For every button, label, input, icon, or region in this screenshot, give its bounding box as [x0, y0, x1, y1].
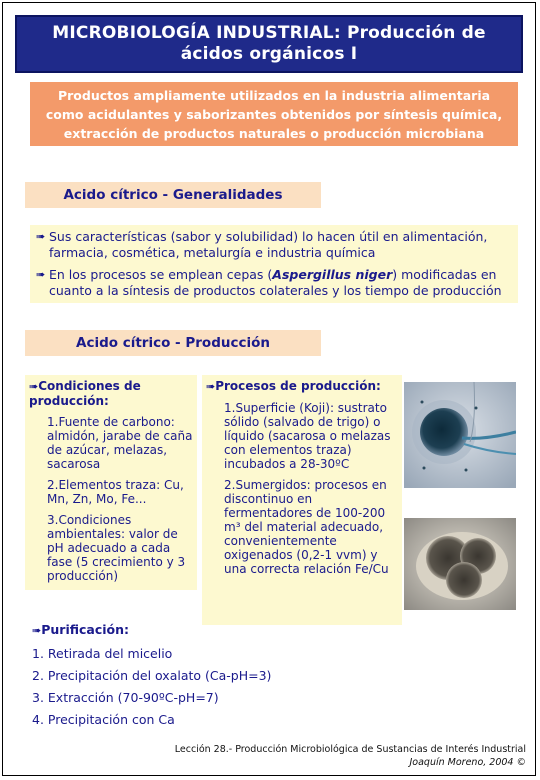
process-item: 1.Superficie (Koji): sustrato sólido (salvado de trigo) o líquido (sacarosa o melazas con elementos traza) incubados a 28-30ºC: [224, 401, 391, 471]
right-arrow-icon: ➠: [29, 380, 39, 393]
generalidades-box: [30, 225, 518, 303]
bullet-item: [36, 229, 512, 261]
intro-line-3: extracción de productos naturales o producción microbiana: [63, 126, 485, 141]
page-title: [15, 15, 523, 73]
title-line-2: ácidos orgánicos I: [180, 44, 358, 64]
intro-banner: [30, 82, 518, 146]
purification-heading: [32, 622, 271, 637]
bullet-item: [36, 267, 512, 299]
purification-step: 1. Retirada del micelio: [32, 646, 173, 661]
conditions-heading: [29, 379, 193, 408]
purification-section: [32, 622, 271, 731]
intro-line-2: como acidulantes y saborizantes obtenidos por síntesis química,: [45, 107, 503, 122]
intro-line-1: Productos ampliamente utilizados en la industria alimentaria: [57, 88, 491, 103]
title-line-1: MICROBIOLOGÍA INDUSTRIAL: Producción de: [52, 23, 486, 43]
right-arrow-icon: ➠: [36, 268, 46, 281]
processes-heading: [206, 379, 398, 394]
purification-step: 3. Extracción (70-90ºC-pH=7): [32, 690, 219, 705]
bullet-text: Sus características (sabor y solubilidad) lo hacen útil en alimentación, farmacia, cosmética, metalurgía e industria química: [49, 229, 488, 260]
species-name: Aspergillus niger: [272, 267, 393, 282]
right-arrow-icon: ➠: [36, 230, 46, 243]
bullet-text-post: ) modificadas en cuanto a la síntesis de productos colaterales y los tiempo de producción: [49, 267, 502, 298]
purification-step: 4. Precipitación con Ca: [32, 712, 175, 727]
condition-item: 1.Fuente de carbono: almidón, jarabe de caña de azúcar, melazas, sacarosa: [47, 415, 193, 471]
footer: [175, 743, 526, 769]
purification-step: 2. Precipitación del oxalato (Ca-pH=3): [32, 668, 272, 683]
footer-author: Joaquín Moreno, 2004 ©: [409, 757, 526, 768]
footer-lesson: Lección 28.- Producción Microbiológica de Sustancias de Interés Industrial: [174, 744, 526, 755]
right-arrow-icon: ➠: [206, 380, 216, 393]
aspergillus-colony-photo: [404, 518, 516, 610]
condition-item: 3.Condiciones ambientales: valor de pH adecuado a cada fase (5 crecimiento y 3 producción): [47, 513, 186, 583]
section-header-produccion: Acido cítrico - Producción: [25, 330, 321, 356]
aspergillus-microscope-photo: [404, 382, 516, 488]
condition-item: 2.Elementos traza: Cu, Mn, Zn, Mo, Fe...: [47, 478, 184, 506]
conditions-title: Condiciones de producción:: [29, 379, 141, 408]
processes-box: [202, 375, 402, 625]
purification-title: Purificación:: [41, 622, 130, 637]
conditions-box: [25, 375, 197, 590]
bullet-text-pre: En los procesos se emplean cepas (: [49, 267, 273, 282]
right-arrow-icon: ➠: [32, 624, 42, 637]
processes-title: Procesos de producción:: [215, 379, 381, 393]
section-header-generalidades: Acido cítrico - Generalidades: [25, 182, 321, 208]
process-item: 2.Sumergidos: procesos en discontinuo en fermentadores de 100-200 m³ del material adecuado, convenientemente oxigenados (0,2-1 vvm) y una correcta relación Fe/Cu: [224, 478, 389, 576]
